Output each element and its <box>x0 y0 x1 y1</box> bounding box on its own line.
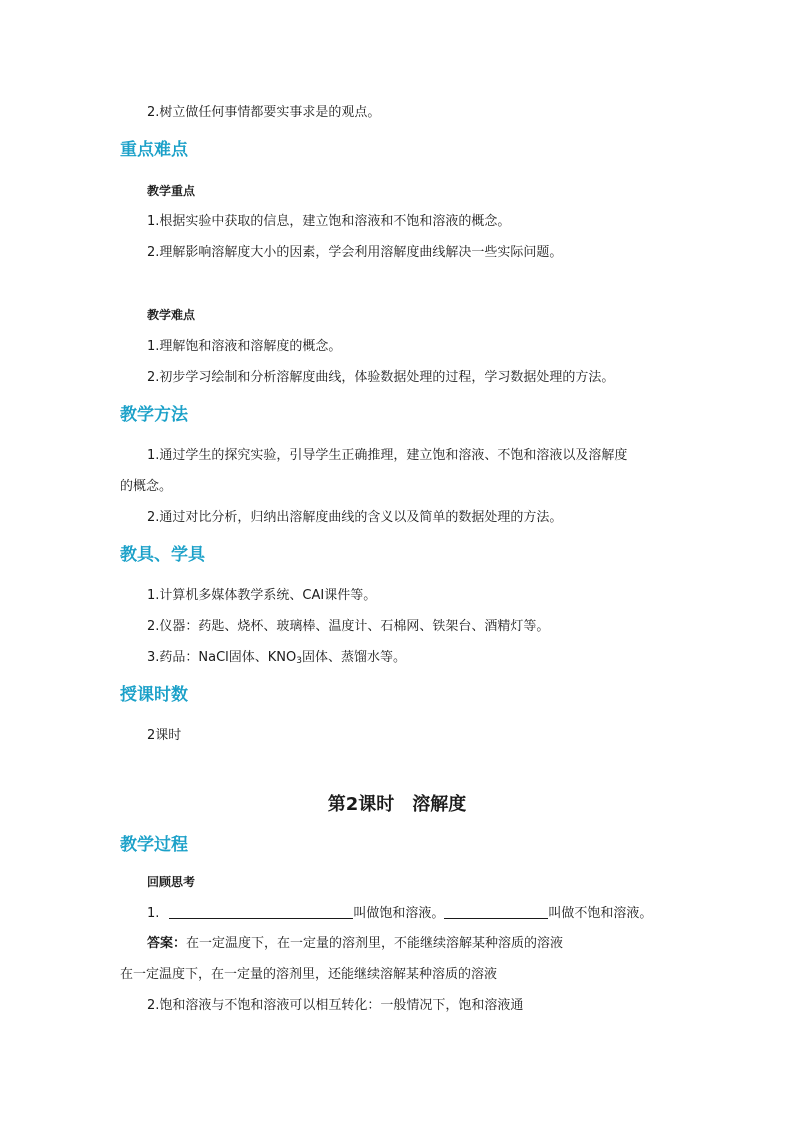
method-item-1-line-1: 1.通过学生的探究实验，引导学生正确推理，建立饱和溶液、不饱和溶液以及溶解度 <box>147 448 628 463</box>
answer-label: 答案： <box>147 936 187 951</box>
subheading-teaching-focus: 教学重点 <box>147 184 196 198</box>
answer-blank-2[interactable] <box>444 904 548 919</box>
question-1-number: 1. <box>147 906 160 921</box>
tools-item-3-subscript: 3 <box>296 656 302 666</box>
section-heading-hours: 授课时数 <box>120 685 188 705</box>
tools-item-3-after: 固体、蒸馏水等。 <box>302 650 407 665</box>
method-item-1-line-2: 的概念。 <box>120 479 173 494</box>
chapter-title-part-1: 第2课时 <box>327 794 395 815</box>
tools-item-2: 2.仪器：药匙、烧杯、玻璃棒、温度计、石棉网、铁架台、酒精灯等。 <box>147 619 550 634</box>
tools-item-3 <box>147 649 406 667</box>
answer-line-1 <box>147 935 563 953</box>
question-1-middle: 叫做饱和溶液。 <box>353 906 445 921</box>
answer-blank-1[interactable] <box>169 904 353 919</box>
section-heading-key-points: 重点难点 <box>120 140 188 160</box>
focus-item-2: 2.理解影响溶解度大小的因素，学会利用溶解度曲线解决一些实际问题。 <box>147 245 563 260</box>
difficulty-item-2: 2.初步学习绘制和分析溶解度曲线，体验数据处理的过程，学习数据处理的方法。 <box>147 370 615 385</box>
tools-item-3-before: 3.药品：NaCl固体、KNO <box>147 650 297 665</box>
method-item-2: 2.通过对比分析，归纳出溶解度曲线的含义以及简单的数据处理的方法。 <box>147 510 563 525</box>
teaching-goal-item-2: 2.树立做任何事情都要实事求是的观点。 <box>147 105 381 120</box>
answer-text-1: 在一定温度下，在一定量的溶剂里，不能继续溶解某种溶质的溶液 <box>186 936 564 951</box>
subheading-review: 回顾思考 <box>147 875 196 889</box>
question-1 <box>147 904 652 923</box>
question-1-end: 叫做不饱和溶液。 <box>548 906 653 921</box>
section-heading-tools: 教具、学具 <box>120 545 205 565</box>
answer-line-2: 在一定温度下，在一定量的溶剂里，还能继续溶解某种溶质的溶液 <box>120 967 498 982</box>
section-heading-process: 教学过程 <box>120 835 188 855</box>
difficulty-item-1: 1.理解饱和溶液和溶解度的概念。 <box>147 339 342 354</box>
focus-item-1: 1.根据实验中获取的信息，建立饱和溶液和不饱和溶液的概念。 <box>147 214 511 229</box>
subheading-teaching-difficulty: 教学难点 <box>147 308 196 322</box>
section-heading-methods: 教学方法 <box>120 405 188 425</box>
chapter-title <box>0 793 794 817</box>
chapter-title-part-2: 溶解度 <box>412 794 467 815</box>
tools-item-1: 1.计算机多媒体教学系统、CAI课件等。 <box>147 588 377 603</box>
hours-value: 2课时 <box>147 728 182 743</box>
question-2: 2.饱和溶液与不饱和溶液可以相互转化：一般情况下，饱和溶液通 <box>147 998 524 1013</box>
